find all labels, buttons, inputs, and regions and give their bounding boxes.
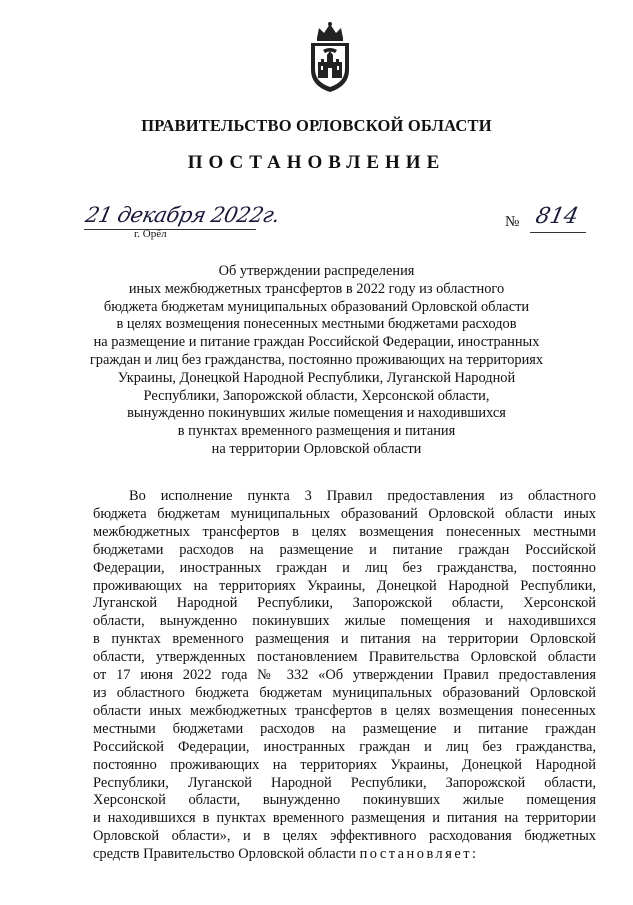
body-line: Во исполнение пункта 3 Правил предоставления из областного <box>129 488 596 504</box>
body-line: бюджетами расходов на размещение и питание граждан Российской <box>93 541 596 558</box>
body-line: от 17 июня 2022 года № 332 «Об утверждении Правил предоставления <box>93 667 596 684</box>
title-line: на размещение и питание граждан Российской Федерации, иностранных <box>93 334 540 351</box>
resolution-word: постановляет: <box>359 846 479 863</box>
body-line: из областного бюджета бюджетам муниципальных образований Орловской <box>93 684 596 701</box>
body-last-prefix: средств Правительство Орловской области <box>93 846 360 863</box>
body-line: области, вынужденно покинувших жилые помещения и находившихся <box>93 613 596 630</box>
body-line: бюджета бюджетам муниципальных образований Орловской области иных <box>93 505 596 522</box>
body-line: Российской Федерации, иностранных граждан и лиц без гражданства, <box>93 738 596 755</box>
body-line: межбюджетных трансфертов в целях возмещения понесенных местными <box>93 523 596 540</box>
title-line: Украины, Донецкой Народной Республики, Луганской Народной <box>117 369 516 386</box>
title-line: бюджета бюджетам муниципальных образований Орловской области <box>103 298 530 315</box>
city-label: г. Орёл <box>134 228 167 240</box>
document-body <box>93 488 596 864</box>
body-line: Орловской области», и в целях эффективного расходования бюджетных <box>93 828 596 845</box>
title-line: в целях возмещения понесенных местными бюджетами расходов <box>116 316 517 333</box>
coat-of-arms-emblem <box>305 20 355 94</box>
body-line: и находившихся в пунктах временного размещения и питания на территории <box>93 810 596 827</box>
document-title <box>80 263 553 459</box>
title-line: Об утверждении распределения <box>218 263 415 279</box>
handwritten-date: 21 декабря 2022г. <box>83 203 282 227</box>
body-line: Республики, Луганской Народной Республики, Запорожской области, <box>93 774 596 791</box>
title-line: в пунктах временного размещения и питания <box>177 423 456 440</box>
body-line: постоянно проживающих на территориях Украины, Донецкой Народной <box>93 756 596 773</box>
title-line: на территории Орловской области <box>211 440 422 457</box>
handwritten-number: 814 <box>533 204 581 229</box>
body-line: Федерации, иностранных граждан и лиц без гражданства, постоянно <box>93 559 596 576</box>
number-underline <box>530 232 586 233</box>
title-line: Республики, Запорожской области, Херсонской области, <box>143 387 490 404</box>
title-line: иных межбюджетных трансфертов в 2022 году из областного <box>128 280 505 297</box>
body-line: области, утвержденных постановлением Правительства Орловской области <box>93 649 596 666</box>
body-line: Луганской Народной Республики, Запорожской области, Херсонской <box>93 595 596 612</box>
body-line: Херсонской области, вынужденно покинувших жилые помещения <box>93 792 596 809</box>
body-line: области иных межбюджетных трансфертов в целях возмещения понесенных <box>93 702 596 719</box>
body-last-line <box>93 846 596 864</box>
date-underline <box>84 229 256 230</box>
document-type: ПОСТАНОВЛЕНИЕ <box>187 152 446 173</box>
body-line: местными бюджетами расходов на размещение и питание граждан <box>93 720 596 737</box>
body-line: проживающих на территориях Украины, Донецкой Народной Республики, <box>93 577 596 594</box>
body-line: в пунктах временного размещения и питания на территории Орловской <box>93 631 596 648</box>
government-name: ПРАВИТЕЛЬСТВО ОРЛОВСКОЙ ОБЛАСТИ <box>141 116 492 135</box>
number-sign: № <box>505 214 520 230</box>
title-line: вынужденно покинувших жилые помещения и находившихся <box>127 405 506 422</box>
title-line: граждан и лиц без гражданства, постоянно проживающих на территориях <box>89 351 544 368</box>
